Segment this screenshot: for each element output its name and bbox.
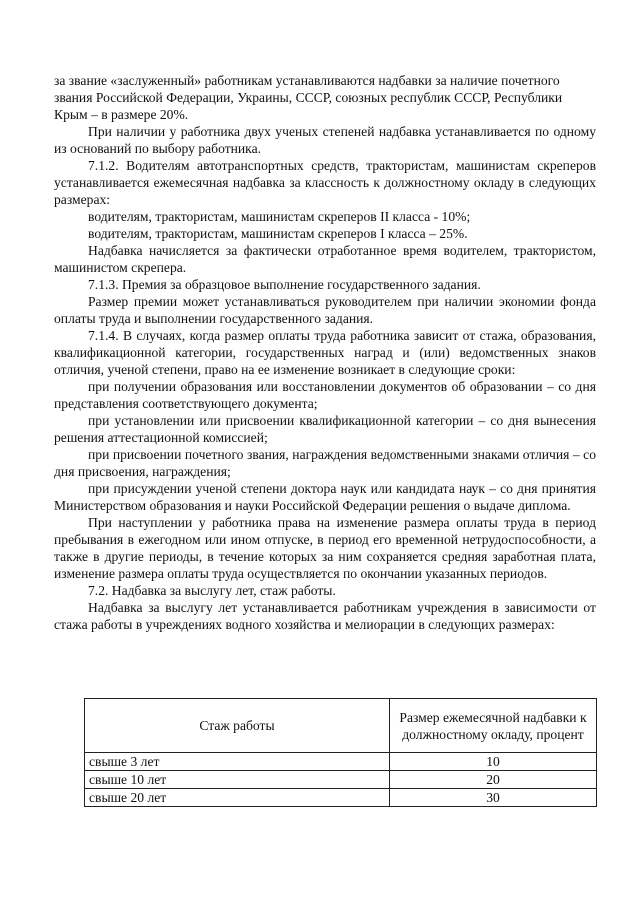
paragraph: за звание «заслуженный» работникам устанавливаются надбавки за наличие почетного звания Российской Федерации, Украины, СССР, союзных республик СССР, Республики Крым – в размере 20%. (54, 73, 563, 122)
paragraph: При наступлении у работника права на изменение размера оплаты труда в период пребывания в ежегодном или ином отпуске, в период его временной нетрудоспособности, а также в другие периоды, в течение которых за ним сохраняется средняя заработная плата, изменение размера оплаты труда осуществляется по окончании указанных периодов. (54, 515, 596, 581)
cell-period: свыше 10 лет (85, 771, 390, 789)
paragraph: при установлении или присвоении квалификационной категории – со дня вынесения решения аттестационной комиссией; (54, 413, 596, 445)
table-row (85, 753, 597, 771)
paragraph: 7.1.2. Водителям автотранспортных средств, трактористам, машинистам скреперов устанавливается ежемесячная надбавка за классность к должностному окладу в следующих размерах: (54, 158, 596, 207)
paragraph: Размер премии может устанавливаться руководителем при наличии экономии фонда оплаты труда и выполнении государственного задания. (54, 294, 596, 326)
paragraph: Надбавка за выслугу лет устанавливается работникам учреждения в зависимости от стажа работы в учреждениях водного хозяйства и мелиорации в следующих размерах: (54, 600, 596, 632)
cell-period: свыше 20 лет (85, 789, 390, 807)
paragraph: 7.1.4. В случаях, когда размер оплаты труда работника зависит от стажа, образования, квалификационной категории, государственных наград и (или) ведомственных знаков отличия, ученой степени, право на ее изменение возникает в следующие сроки: (54, 328, 596, 377)
document-body (54, 72, 596, 633)
cell-percent: 20 (390, 771, 597, 789)
paragraph: 7.2. Надбавка за выслугу лет, стаж работы. (88, 583, 336, 598)
cell-period: свыше 3 лет (85, 753, 390, 771)
paragraph: водителям, трактористам, машинистам скреперов I класса – 25%. (88, 226, 468, 241)
paragraph: Надбавка начисляется за фактически отработанное время водителем, трактористом, машинистом скрепера. (54, 243, 596, 275)
paragraph: При наличии у работника двух ученых степеней надбавка устанавливается по одному из оснований по выбору работника. (54, 124, 596, 156)
paragraph: при присуждении ученой степени доктора наук или кандидата наук – со дня принятия Министерством образования и науки Российской Федерации решения о выдаче диплома. (54, 481, 596, 513)
cell-percent: 30 (390, 789, 597, 807)
cell-percent: 10 (390, 753, 597, 771)
table-row (85, 771, 597, 789)
header-work-experience: Стаж работы (85, 699, 390, 753)
header-allowance-percent: Размер ежемесячной надбавки к должностному окладу, процент (390, 699, 597, 753)
table-header-row (85, 699, 597, 753)
paragraph: при получении образования или восстановлении документов об образовании – со дня представления соответствующего документа; (54, 379, 596, 411)
table-row (85, 789, 597, 807)
paragraph: 7.1.3. Премия за образцовое выполнение государственного задания. (88, 277, 481, 292)
paragraph: при присвоении почетного звания, награждения ведомственными знаками отличия – со дня присвоения, награждения; (54, 447, 596, 479)
paragraph: водителям, трактористам, машинистам скреперов II класса - 10%; (88, 209, 471, 224)
seniority-allowance-table (84, 698, 597, 807)
